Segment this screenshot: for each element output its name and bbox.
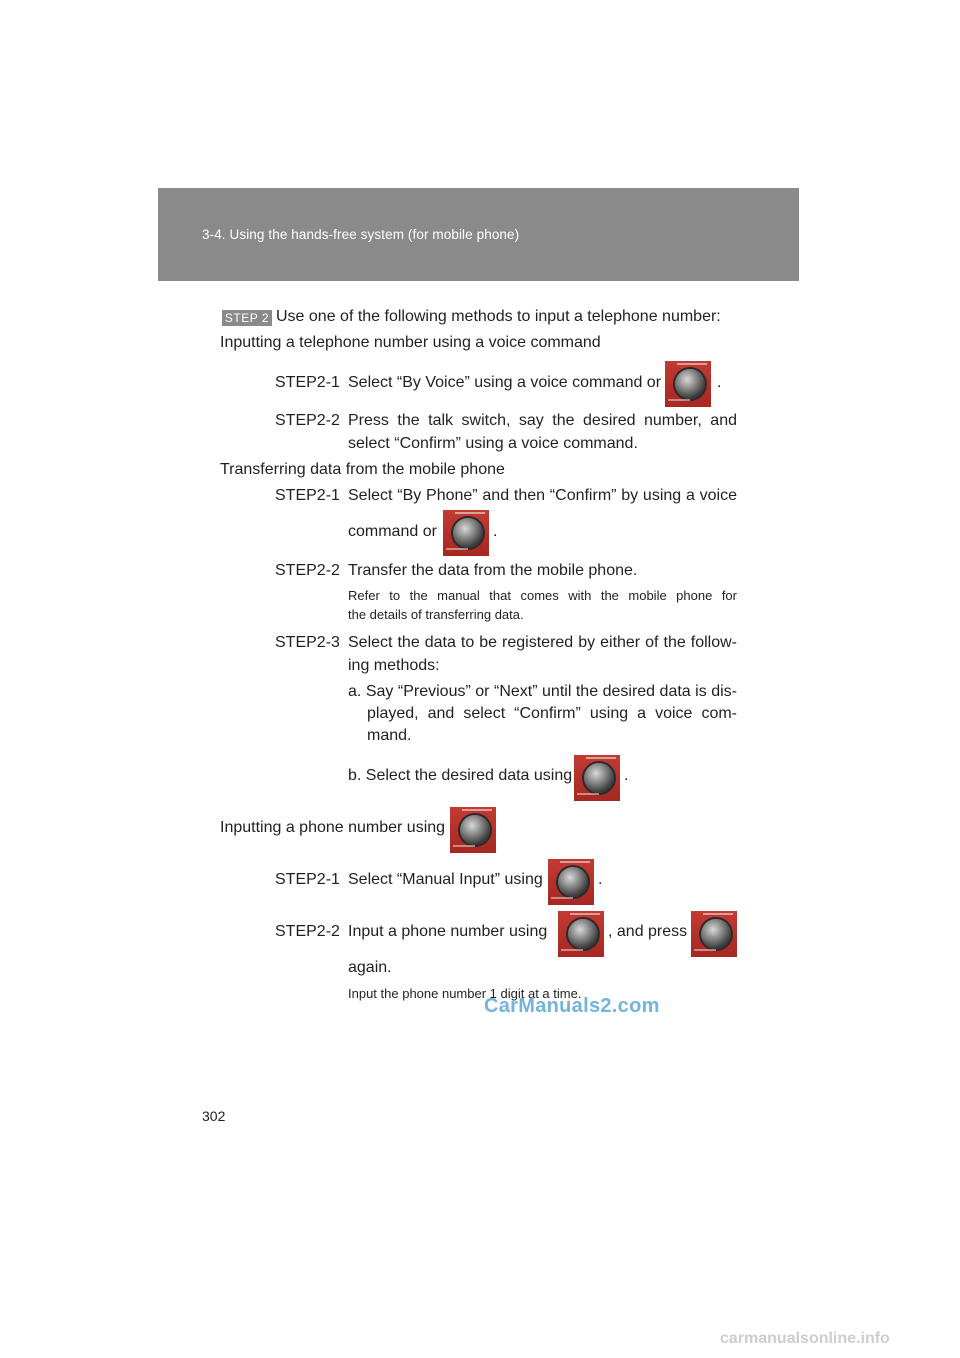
option-b-text: b. Select the desired data using: [348, 767, 573, 784]
voice-step-1-label: STEP2-1: [275, 374, 340, 391]
intro-text: Use one of the following methods to input a telephone number:: [276, 308, 721, 325]
section-title: 3-4. Using the hands-free system (for mobile phone): [202, 227, 520, 242]
manual-step-2-text: Input a phone number using: [348, 923, 548, 940]
transfer-step-2-note-1: Refer to the manual that comes with the mobile phone for: [348, 588, 737, 603]
voice-step-2-label: STEP2-2: [275, 412, 340, 429]
voice-step-2-line-1: Press the talk switch, say the desired number, and: [348, 412, 737, 429]
watermark-carmanualsonline: carmanualsonline.info: [720, 1330, 890, 1347]
page-number: 302: [202, 1108, 226, 1124]
section-header: [158, 188, 799, 281]
tune-file-knob-icon: [548, 859, 594, 905]
transfer-step-3-label: STEP2-3: [275, 634, 340, 651]
manual-method-heading: Inputting a phone number using: [220, 819, 446, 836]
manual-step-1-label: STEP2-1: [275, 871, 340, 888]
transfer-step-1-label: STEP2-1: [275, 487, 340, 504]
manual-step-2-label: STEP2-2: [275, 923, 340, 940]
period: .: [493, 523, 498, 540]
voice-step-1-text: Select “By Voice” using a voice command or: [348, 374, 662, 391]
option-a-line-3: mand.: [367, 727, 412, 744]
tune-file-knob-icon: [574, 755, 620, 801]
tune-file-knob-icon: [691, 911, 737, 957]
tune-file-knob-icon: [450, 807, 496, 853]
manual-step-2-line-2: again.: [348, 959, 392, 976]
tune-file-knob-icon: [665, 361, 711, 407]
tune-file-knob-icon: [558, 911, 604, 957]
step-2-badge: STEP 2: [222, 310, 272, 326]
watermark-carmanuals2: CarManuals2.com: [484, 995, 660, 1017]
transfer-step-1-line-2: command or: [348, 523, 437, 540]
transfer-step-3-line-2: ing methods:: [348, 657, 440, 674]
transfer-step-3-line-1: Select the data to be registered by either of the follow-: [348, 634, 737, 651]
period: .: [717, 374, 722, 391]
transfer-method-heading: Transferring data from the mobile phone: [220, 461, 505, 478]
transfer-step-2-text: Transfer the data from the mobile phone.: [348, 562, 638, 579]
manual-step-1-text: Select “Manual Input” using: [348, 871, 543, 888]
manual-step-2-mid: , and press: [608, 923, 688, 940]
transfer-step-2-label: STEP2-2: [275, 562, 340, 579]
manual-step-2-note: Input the phone number 1 digit at a time.: [348, 986, 582, 1001]
voice-method-heading: Inputting a telephone number using a voice command: [220, 334, 601, 351]
transfer-step-1-line-1: Select “By Phone” and then “Confirm” by using a voice: [348, 487, 737, 504]
period: .: [598, 871, 603, 888]
voice-step-2-line-2: select “Confirm” using a voice command.: [348, 435, 638, 452]
transfer-step-2-note-2: the details of transferring data.: [348, 607, 524, 622]
period: .: [624, 767, 629, 784]
tune-file-knob-icon: [443, 510, 489, 556]
option-a-line-2: played, and select “Confirm” using a voice com-: [367, 705, 737, 722]
option-a-line-1: a. Say “Previous” or “Next” until the desired data is dis-: [348, 683, 737, 700]
